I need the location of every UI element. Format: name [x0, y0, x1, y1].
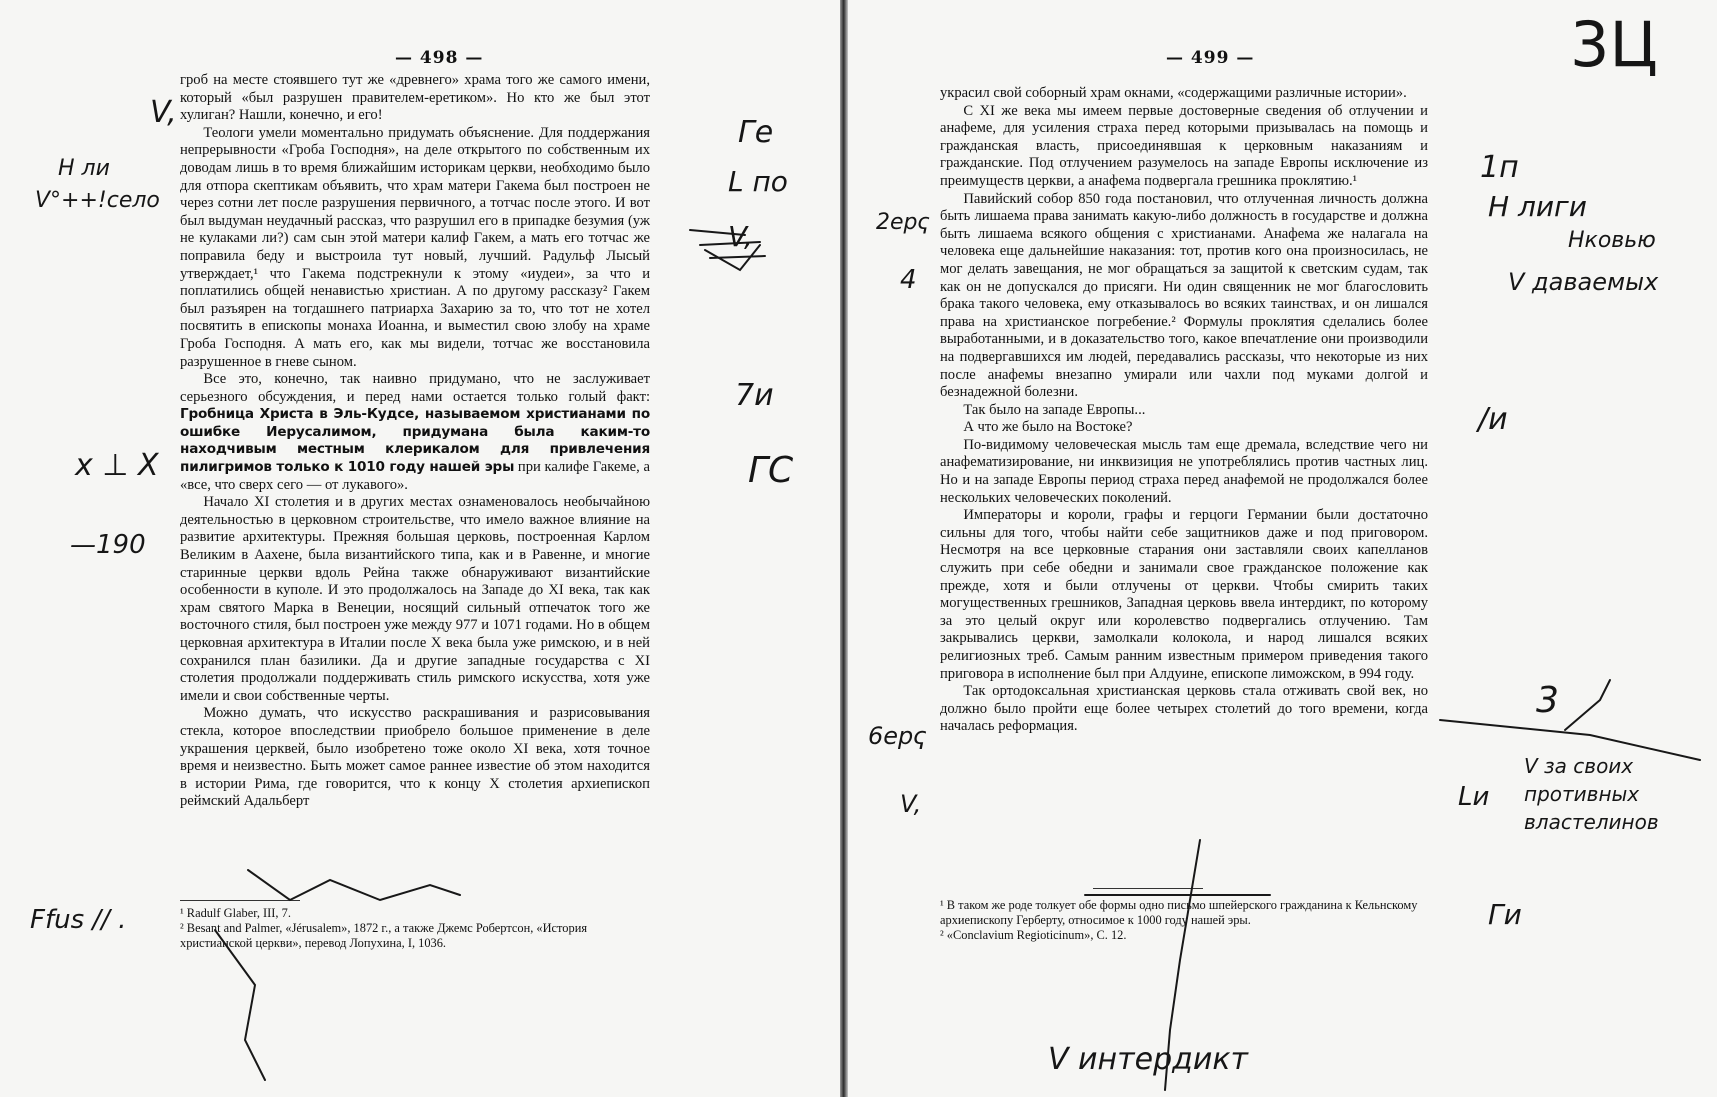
footnote: ¹ В таком же роде толкует обе формы одно письмо шпейерского гражданина к Кельнскому архиепископу Герберту, относимое к 1000 году нашей эры. — [940, 898, 1418, 927]
right-footnotes — [940, 898, 1428, 943]
handwritten-note: 7и — [735, 378, 774, 413]
paragraph: По-видимому человеческая мысль там еще дремала, вследствие чего ни анафематизирование, ни инквизиция не употреблялись против частных лиц. Но и на западе Европы период страха перед анафемой не продолжался более нескольких человеческих поколений. — [940, 436, 1428, 506]
handwritten-note: V, — [150, 95, 177, 130]
footnote: ¹ Radulf Glaber, III, 7. — [180, 906, 291, 920]
handwritten-note: V интердикт — [1048, 1042, 1248, 1077]
paragraph: Так ортодоксальная христианская церковь стала отживать свой век, но должно было пройти еще более четырех столетий до того времени, когда началась реформация. — [940, 683, 1428, 735]
handwritten-note: —190 — [70, 530, 146, 560]
book-gutter — [840, 0, 848, 1097]
handwritten-note: 4 — [900, 265, 917, 295]
handwritten-note: Гe — [738, 115, 774, 150]
footnote-rule — [1093, 888, 1203, 889]
bold-statement: Гробница Христа в Эль-Кудсе, называемом христианами по ошибке Иерусалимом, придумана была каким-то находчивым местным клерикалом для привлечения пилигримов только к 1010 году нашей эры — [180, 406, 650, 476]
handwritten-note: /и — [1478, 402, 1508, 437]
paragraph: Можно думать, что искусство раскрашивания и разрисовывания стекла, которое впоследствии приобрело большое применение в деле украшения церквей, было изобретено тоже около XI века, хотя точное время и неизвестно. Быть может самое раннее известие об этом находится в истории Рима, где говорится, что к концу X столетия архиепископ реймский Адальберт — [180, 705, 650, 810]
paragraph: гроб на месте стоявшего тут же «древнего» храма того же самого имени, который «был разрушен правителем-еретиком». Но кто же был этот хулиган? Нашли, конечно, и его! — [180, 72, 650, 124]
paragraph: Павийский собор 850 года постановил, что отлученная личность должна быть лишаема права занимать какую-либо должность в государстве и должна быть лишаема всякого общения с христианами. Анафема же налагала на человека еще дальнейшие наказания: тот, против кого она произносилась, не мог делать завещания, не мог обращаться за защитой к светским судам, так как он не допускался до присяги. Ни один священник не мог благословить брака такого человека, ему отказывалось во всяких таинствах, и он лишался права на христианское погребение.² Формулы проклятия сделались более выработанными, и в доказательство того, какое впечатление они производили на подвергавшихся им людей, передавались рассказы, что некоторые из них после анафемы внезапно умирали или чахли под муками долгой и безнадежной болезни. — [940, 190, 1428, 401]
paragraph-text: Все это, конечно, так наивно придумано, что не заслуживает серьезного обсуждения, и перед нами остается только голый факт: — [180, 371, 650, 405]
paragraph: украсил свой соборный храм окнами, «содержащими различные истории». — [940, 85, 1407, 101]
handwritten-note: Нковью — [1568, 228, 1656, 253]
paragraph-text: при калифе Гакеме, а «все, что сверх сего — от лукавого». — [180, 459, 650, 493]
handwritten-note: х ⊥ X — [75, 448, 159, 483]
paragraph: С XI же века мы имеем первые достоверные сведения об отлучении и анафеме, для усиления страха перед которыми призывалась на помощь и гражданская власть, присоединявшая к церковным наказаниям и гражданские. Под отлучением разумелось на западе Европы исключение из преимуществ церкви, а анафема подвергала грешника проклятию.¹ — [940, 102, 1428, 189]
handwritten-note: V°++!село — [35, 188, 160, 213]
handwritten-note: V за своих противных властелинов — [1524, 754, 1659, 834]
right-page — [848, 0, 1717, 1097]
handwritten-note: 2ерҁ — [876, 210, 930, 235]
page-number-498: — 498 — — [395, 48, 484, 68]
handwritten-note: Ги — [1488, 898, 1522, 931]
handwritten-note: V даваемых — [1508, 268, 1659, 296]
handwritten-note: V, — [728, 220, 753, 253]
page-number-499: — 499 — — [1166, 48, 1255, 68]
handwritten-note: Н ли — [58, 156, 110, 181]
handwritten-note: Lи — [1458, 782, 1490, 812]
handwritten-note: 1п — [1480, 150, 1519, 185]
right-page-text — [940, 85, 1428, 736]
paragraph — [180, 371, 650, 494]
footnote-rule — [180, 900, 300, 901]
handwritten-note: 6ерҁ — [868, 722, 927, 750]
handwritten-note: Н лиги — [1488, 190, 1587, 223]
handwritten-note: V, — [900, 790, 922, 818]
paragraph: Так было на западе Европы... — [963, 401, 1146, 418]
paragraph: Императоры и короли, графы и герцоги Германии были достаточно сильны для того, чтобы найти себе защитников даже и под приговором. Несмотря на все церковные старания они заставляли своих капелланов служить при себе обедни и занимали свое гражданское положение как прежде, хотя и были отлучены от церкви. Чтобы смирить таких могущественных грешников, Западная церковь ввела интердикт, по которому за это целый округ или королевство подвергались отлучению. Там закрывались церкви, замолкали колокола, и народ лишался всяких религиозных треб. Самым ранним известным примером приведения такого приговора в исполнение был при Алдуине, епископе лиможском, в 994 году. — [940, 507, 1428, 682]
paragraph: Начало XI столетия и в других местах ознаменовалось необычайною деятельностью в церковном строительстве, что имело важное влияние на развитие архитектуры. Прежняя большая церковь, построенная Карлом Великим в Аахене, была византийского типа, как и в Равенне, и многие старинные церкви вдоль Рейна также обнаруживают византийские особенности в куполе. И это продолжалось на Западе до XI века, так как храм святого Марка в Венеции, носящий сильный отпечаток того же восточного стиля, был построен уже между 977 и 1071 годами. Но в общем церковная архитектура в Италии после X века была уже римскою, и в ней сохранился план базилики. Да и другие западные государства с XI столетия продолжали поддерживать стиль римского искусства, хотя уже имели и свои собственные черты. — [180, 494, 650, 704]
left-page-text — [180, 72, 650, 811]
left-footnotes — [180, 906, 650, 951]
footnote: ² Besant and Palmer, «Jérusalem», 1872 г., а также Джемс Робертсон, «История христианской церкви», перевод Лопухина, I, 1036. — [180, 921, 588, 950]
handwritten-note: Ffus // . — [30, 905, 127, 935]
left-page — [0, 0, 840, 1097]
handwritten-note: ГС — [748, 450, 794, 491]
handwritten-note: L по — [728, 165, 788, 198]
paragraph: А что же было на Востоке? — [963, 419, 1133, 436]
handwritten-page-mark: 3Ц — [1570, 8, 1658, 81]
footnote: ² «Conclavium Regioticinum», С. 12. — [940, 928, 1127, 942]
paragraph: Теологи умели моментально придумать объяснение. Для поддержания непрерывности «Гроба Господня», на деле открытого по собственным их доводам лишь в то время ближайшим историкам церкви, необходимо было для отпора скептикам объявить, что храм матери Гакема был построен не через сотни лет после разрушения первичного, а тотчас после этого. И вот был выдуман неудачный рассказ, что разрушил его в припадке безумия (уж не кулаками ли?) сам сын этой матери калиф Гакем, а мать его тотчас же поправила беду и выстроила тут новый, лучший. Радульф Лысый утверждает,¹ что Гакема подстрекнули к этому «иудеи», за что и поплатились общей ненавистью христиан. А по другому рассказу² Гакем был разъярен на тогдашнего патриарха Захарию за то, что тот не хотел посвятить в епископы монаха Иоанна, и выместил свою злобу на храме Гроба Господня. А мать его, как мы видели, тотчас же восстановила разрушенное в гневе сыном. — [180, 124, 650, 370]
handwritten-note: 3 — [1536, 680, 1559, 721]
